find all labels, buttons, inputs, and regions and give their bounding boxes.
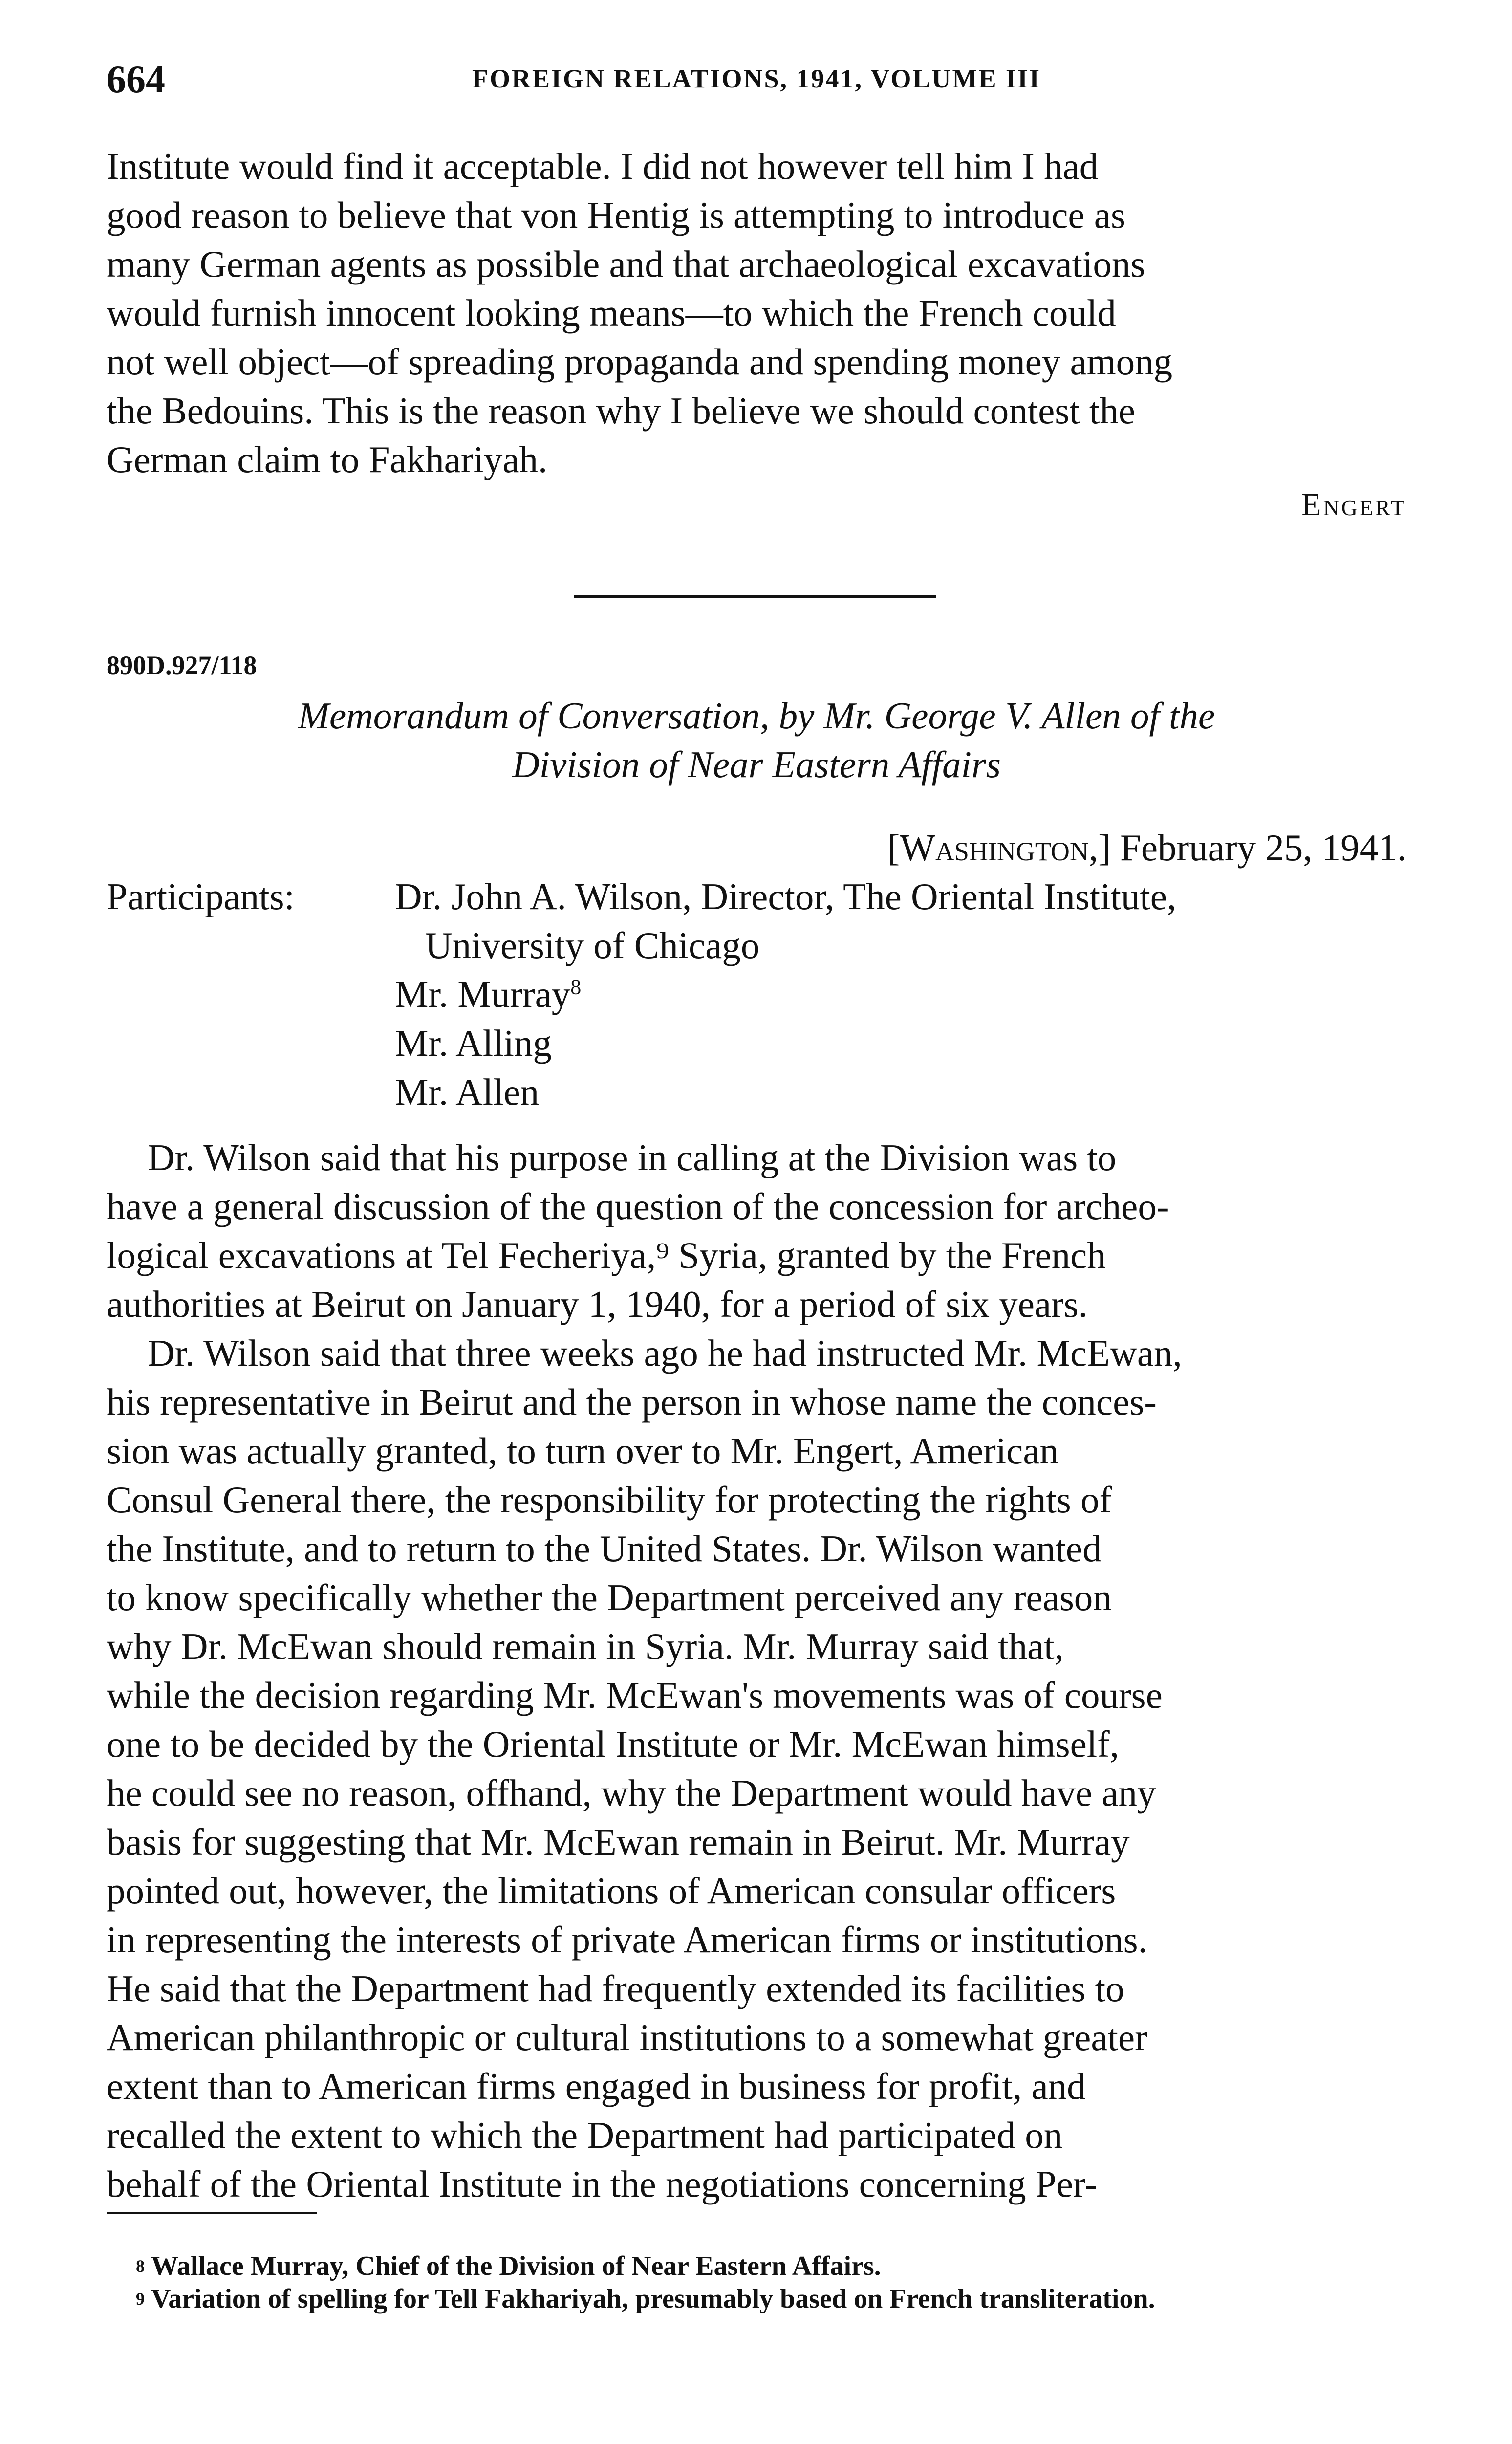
text-line: good reason to believe that von Hentig is attempting to introduce as — [107, 194, 1125, 236]
text-line: German claim to Fakhariyah. — [107, 438, 548, 480]
text-line: the Institute, and to return to the United States. Dr. Wilson wanted — [107, 1528, 1102, 1570]
footnote-marker: 9 — [136, 2289, 145, 2309]
participant: Mr. Allen — [395, 1071, 540, 1113]
participant: Mr. Alling — [395, 1022, 552, 1064]
participant-murray — [395, 973, 581, 1016]
file-number: 890D.927/118 — [107, 651, 257, 680]
footnote-8 — [107, 2251, 1397, 2281]
text-line: sion was actually granted, to turn over to Mr. Engert, American — [107, 1430, 1059, 1472]
paragraph-2 — [107, 1329, 1406, 2208]
signature: Engert — [1301, 487, 1406, 523]
text-line: Institute would find it acceptable. I did not however tell him I had — [107, 145, 1099, 187]
participant-name: Mr. Murray — [395, 973, 571, 1015]
text-line: his representative in Beirut and the person in whose name the conces- — [107, 1381, 1157, 1423]
text-line: to know specifically whether the Department perceived any reason — [107, 1576, 1112, 1618]
text-line: have a general discussion of the question of the concession for archeo- — [107, 1185, 1169, 1227]
participant: University of Chicago — [425, 924, 760, 966]
text-line: not well object—of spreading propaganda and spending money among — [107, 341, 1173, 383]
text-line: recalled the extent to which the Department had participated on — [107, 2114, 1063, 2156]
text-line: authorities at Beirut on January 1, 1940, for a period of six years. — [107, 1283, 1088, 1325]
text-line: why Dr. McEwan should remain in Syria. Mr. Murray said that, — [107, 1625, 1064, 1667]
footnote-text: Wallace Murray, Chief of the Division of Near Eastern Affairs. — [151, 2251, 881, 2281]
dateline — [887, 826, 1406, 870]
footnote-9 — [107, 2284, 1397, 2314]
text-line: Dr. Wilson said that three weeks ago he had instructed Mr. McEwan, — [148, 1332, 1182, 1374]
dateline-date: February 25, 1941. — [1120, 827, 1406, 869]
text-line: Consul General there, the responsibility for protecting the rights of — [107, 1479, 1112, 1521]
paragraph-1 — [107, 1133, 1406, 1329]
footnote-divider — [107, 2212, 317, 2214]
text-line: logical excavations at Tel Fecheriya,⁹ Syria, granted by the French — [107, 1234, 1106, 1276]
text-line: would furnish innocent looking means—to which the French could — [107, 292, 1116, 334]
text-line: he could see no reason, offhand, why the Department would have any — [107, 1772, 1156, 1814]
participant: Dr. John A. Wilson, Director, The Oriental Institute, — [395, 875, 1177, 917]
text-line: in representing the interests of private American firms or institutions. — [107, 1919, 1147, 1961]
footnote-text: Variation of spelling for Tell Fakhariyah, presumably based on French transliteration. — [151, 2284, 1155, 2314]
footnote-ref: 8 — [570, 975, 582, 999]
footnote-marker: 8 — [136, 2256, 145, 2276]
document-title-line2: Division of Near Eastern Affairs — [512, 743, 1001, 786]
text-line: Dr. Wilson said that his purpose in calling at the Division was to — [148, 1136, 1117, 1178]
text-line: one to be decided by the Oriental Institute or Mr. McEwan himself, — [107, 1723, 1120, 1765]
running-title: FOREIGN RELATIONS, 1941, VOLUME III — [472, 64, 1041, 93]
text-line: the Bedouins. This is the reason why I believe we should contest the — [107, 390, 1135, 432]
text-line: while the decision regarding Mr. McEwan's movements was of course — [107, 1674, 1163, 1716]
text-line: many German agents as possible and that archaeological excavations — [107, 243, 1145, 285]
text-line: basis for suggesting that Mr. McEwan remain in Beirut. Mr. Murray — [107, 1821, 1130, 1863]
continuation-text — [107, 142, 1406, 484]
page-number: 664 — [107, 58, 165, 101]
text-line: He said that the Department had frequently extended its facilities to — [107, 1967, 1124, 2009]
dateline-place: [Washington,] — [887, 827, 1111, 869]
section-divider — [574, 595, 936, 598]
page-header — [107, 58, 1406, 111]
text-line: behalf of the Oriental Institute in the negotiations concerning Per- — [107, 2163, 1098, 2205]
text-line: pointed out, however, the limitations of American consular officers — [107, 1870, 1116, 1912]
document-title-line1: Memorandum of Conversation, by Mr. George V. Allen of the — [298, 695, 1215, 737]
participants-label: Participants: — [107, 875, 295, 917]
text-line: American philanthropic or cultural institutions to a somewhat greater — [107, 2016, 1147, 2058]
text-line: extent than to American firms engaged in business for profit, and — [107, 2065, 1086, 2107]
